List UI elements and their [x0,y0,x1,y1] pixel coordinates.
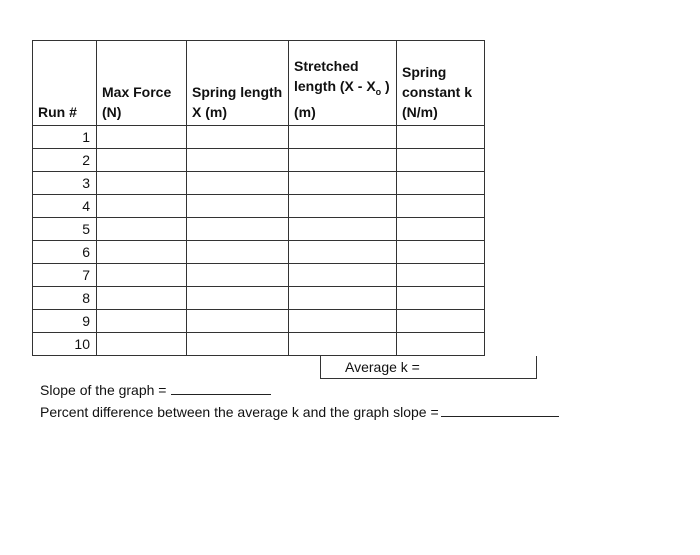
run-number-cell: 4 [33,195,97,218]
stretched-length-cell[interactable] [289,195,397,218]
run-number-cell: 2 [33,149,97,172]
header-spring-constant [397,41,485,126]
percent-difference-blank[interactable] [441,404,559,417]
spring-length-cell[interactable] [187,195,289,218]
header-stretched-subscript: o [375,87,382,97]
run-number-cell: 5 [33,218,97,241]
stretched-length-cell[interactable] [289,287,397,310]
table-row [33,241,485,264]
header-constant-line1: Spring [402,64,447,80]
table-row [33,218,485,241]
spring-constant-cell[interactable] [397,195,485,218]
spring-constant-cell[interactable] [397,287,485,310]
header-constant-line2: constant k [402,84,473,100]
header-max-force [97,41,187,126]
spring-length-cell[interactable] [187,264,289,287]
table-row [33,149,485,172]
header-spring-length [187,41,289,126]
stretched-length-cell[interactable] [289,264,397,287]
run-number-cell: 10 [33,333,97,356]
spring-length-cell[interactable] [187,126,289,149]
header-stretched-close: ) [381,78,390,95]
spring-length-cell[interactable] [187,333,289,356]
header-stretched-formula: length (X - X [294,78,376,95]
spring-constant-cell[interactable] [397,218,485,241]
stretched-length-cell[interactable] [289,172,397,195]
table-row [33,310,485,333]
spring-length-cell[interactable] [187,241,289,264]
stretched-length-cell[interactable] [289,333,397,356]
max-force-cell[interactable] [97,287,187,310]
max-force-cell[interactable] [97,149,187,172]
table-row [33,126,485,149]
spring-length-cell[interactable] [187,218,289,241]
table-header-row [33,41,485,126]
spring-constant-cell[interactable] [397,333,485,356]
max-force-cell[interactable] [97,195,187,218]
spring-length-cell[interactable] [187,149,289,172]
average-k-label: Average k = [345,359,420,375]
table-row [33,333,485,356]
spring-data-table [32,40,485,356]
table-row [33,287,485,310]
header-run-label: Run # [38,104,77,120]
stretched-length-cell[interactable] [289,218,397,241]
stretched-length-cell[interactable] [289,241,397,264]
spring-constant-cell[interactable] [397,241,485,264]
max-force-cell[interactable] [97,264,187,287]
spring-constant-cell[interactable] [397,126,485,149]
header-stretched-line2 [294,76,391,102]
spring-constant-cell[interactable] [397,172,485,195]
table-row [33,195,485,218]
run-number-cell: 9 [33,310,97,333]
run-number-cell: 1 [33,126,97,149]
spring-constant-cell[interactable] [397,310,485,333]
spring-length-cell[interactable] [187,172,289,195]
header-run [33,41,97,126]
spring-length-cell[interactable] [187,310,289,333]
max-force-cell[interactable] [97,172,187,195]
header-max-force-line1: Max Force [102,84,172,100]
header-constant-line3: (N/m) [402,104,438,120]
table-row [33,172,485,195]
spring-constant-cell[interactable] [397,149,485,172]
max-force-cell[interactable] [97,333,187,356]
stretched-length-cell[interactable] [289,126,397,149]
percent-difference-label: Percent difference between the average k and the graph slope = [40,404,439,420]
run-number-cell: 6 [33,241,97,264]
slope-blank[interactable] [171,382,271,395]
run-number-cell: 7 [33,264,97,287]
header-spring-length-line2: X (m) [192,104,227,120]
max-force-cell[interactable] [97,241,187,264]
run-number-cell: 8 [33,287,97,310]
stretched-length-cell[interactable] [289,310,397,333]
max-force-cell[interactable] [97,218,187,241]
run-number-cell: 3 [33,172,97,195]
header-spring-length-line1: Spring length [192,84,283,100]
header-stretched-line3: (m) [294,104,316,120]
max-force-cell[interactable] [97,126,187,149]
spring-length-cell[interactable] [187,287,289,310]
slope-label: Slope of the graph = [40,382,167,398]
header-stretched-line1: Stretched [294,58,359,75]
stretched-length-cell[interactable] [289,149,397,172]
header-stretched-length [289,41,397,126]
table-row [33,264,485,287]
max-force-cell[interactable] [97,310,187,333]
slope-line [40,382,271,398]
spring-constant-cell[interactable] [397,264,485,287]
percent-difference-line [40,404,559,420]
header-max-force-line2: (N) [102,104,122,120]
average-k-box [320,356,537,379]
